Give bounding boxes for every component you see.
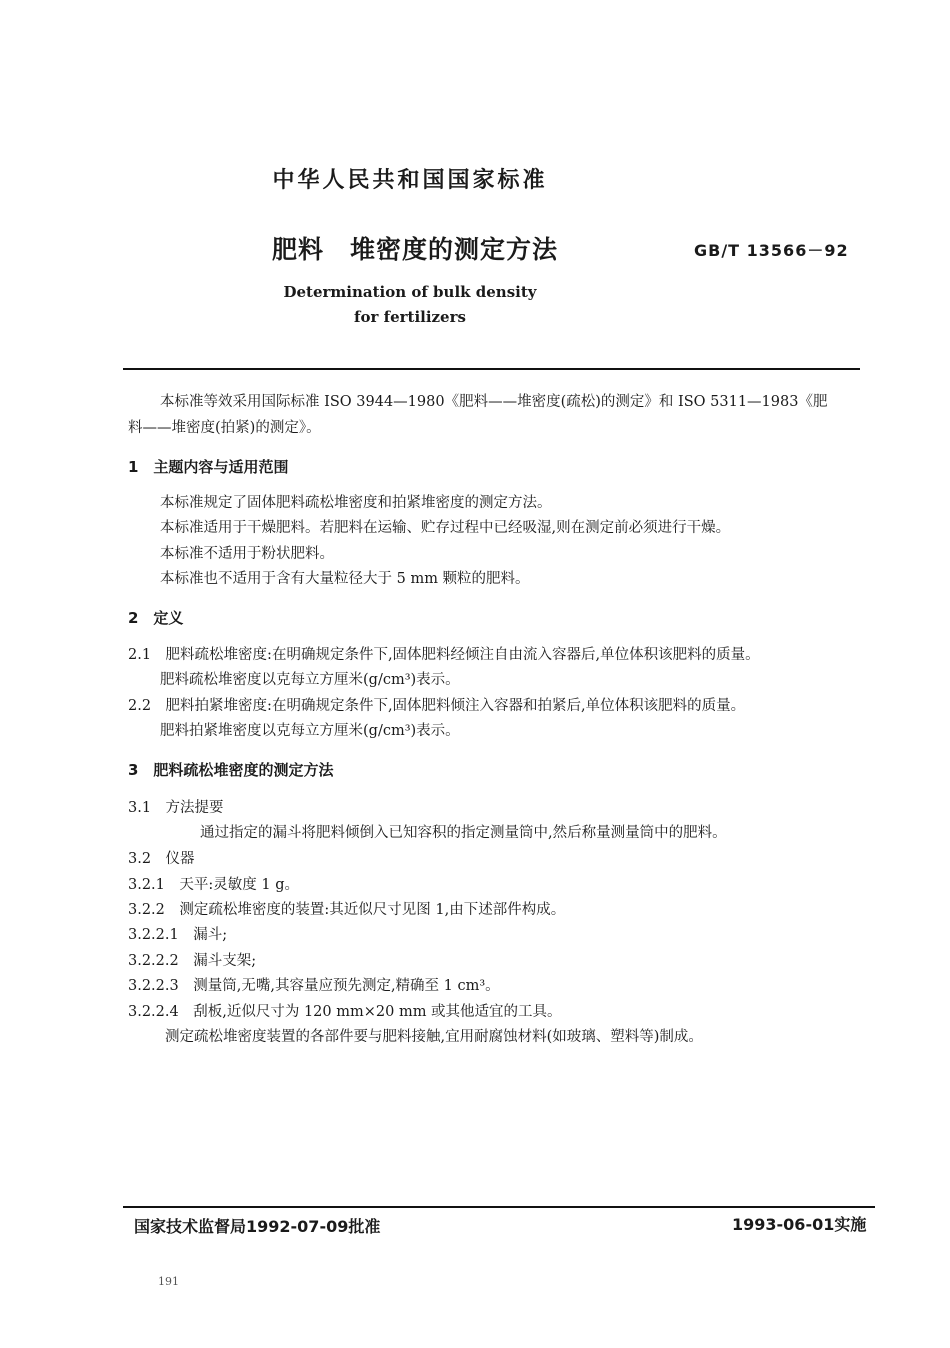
clause-3-2-material-note: 测定疏松堆密度装置的各部件要与肥料接触,宜用耐腐蚀材料(如玻璃、塑料等)制成。 [165, 1029, 703, 1045]
clause-3-1-body: 通过指定的漏斗将肥料倾倒入已知容积的指定测量筒中,然后称量测量筒中的肥料。 [200, 825, 727, 841]
section-1-line-3: 本标准不适用于粉状肥料。 [160, 546, 334, 562]
document-title-cn: 肥料 堆密度的测定方法 [272, 235, 559, 264]
footer-rule [123, 1206, 875, 1208]
definition-2-2: 2.2 肥料拍紧堆密度:在明确规定条件下,固体肥料倾注入容器和拍紧后,单位体积该肥料的质量。 [128, 698, 746, 714]
national-standard-heading: 中华人民共和国国家标准 [272, 168, 548, 193]
clause-3-2-2-4: 3.2.2.4 刮板,近似尺寸为 120 mm×20 mm 或其他适宜的工具。 [128, 1004, 562, 1020]
effective-date: 1993-06-01实施 [732, 1215, 867, 1234]
section-2-heading: 2 定义 [128, 609, 184, 627]
header-rule [123, 368, 860, 370]
document-title-en-line1: Determination of bulk density [283, 283, 537, 301]
intro-line-2: 料——堆密度(拍紧)的测定》。 [128, 420, 321, 436]
standard-code: GB/T 13566－92 [694, 241, 849, 260]
clause-3-2-2-1: 3.2.2.1 漏斗; [128, 927, 228, 943]
section-1-line-1: 本标准规定了固体肥料疏松堆密度和拍紧堆密度的测定方法。 [160, 495, 552, 511]
clause-3-1: 3.1 方法提要 [128, 800, 224, 816]
clause-3-2-2-2: 3.2.2.2 漏斗支架; [128, 953, 257, 969]
section-1-line-4: 本标准也不适用于含有大量粒径大于 5 mm 颗粒的肥料。 [160, 571, 530, 587]
definition-2-1: 2.1 肥料疏松堆密度:在明确规定条件下,固体肥料经倾注自由流入容器后,单位体积该肥料的质量。 [128, 647, 760, 663]
document-title-en-line2: for fertilizers [354, 308, 466, 326]
clause-3-2-2-3: 3.2.2.3 测量筒,无嘴,其容量应预先测定,精确至 1 cm³。 [128, 978, 500, 994]
definition-2-2-unit: 肥料拍紧堆密度以克每立方厘米(g/cm³)表示。 [160, 723, 460, 739]
section-1-line-2: 本标准适用于干燥肥料。若肥料在运输、贮存过程中已经吸湿,则在测定前必须进行干燥。 [160, 520, 731, 536]
clause-3-2-1: 3.2.1 天平:灵敏度 1 g。 [128, 877, 300, 893]
intro-line-1: 本标准等效采用国际标准 ISO 3944—1980《肥料——堆密度(疏松)的测定》和 ISO 5311—1983《肥 [160, 394, 828, 410]
clause-3-2-2: 3.2.2 测定疏松堆密度的装置:其近似尺寸见图 1,由下述部件构成。 [128, 902, 566, 918]
section-1-heading: 1 主题内容与适用范围 [128, 458, 289, 476]
approval-line: 国家技术监督局1992-07-09批准 [134, 1217, 381, 1236]
page-number: 191 [158, 1275, 179, 1288]
definition-2-1-unit: 肥料疏松堆密度以克每立方厘米(g/cm³)表示。 [160, 672, 460, 688]
section-3-heading: 3 肥料疏松堆密度的测定方法 [128, 761, 334, 779]
clause-3-2: 3.2 仪器 [128, 851, 195, 867]
